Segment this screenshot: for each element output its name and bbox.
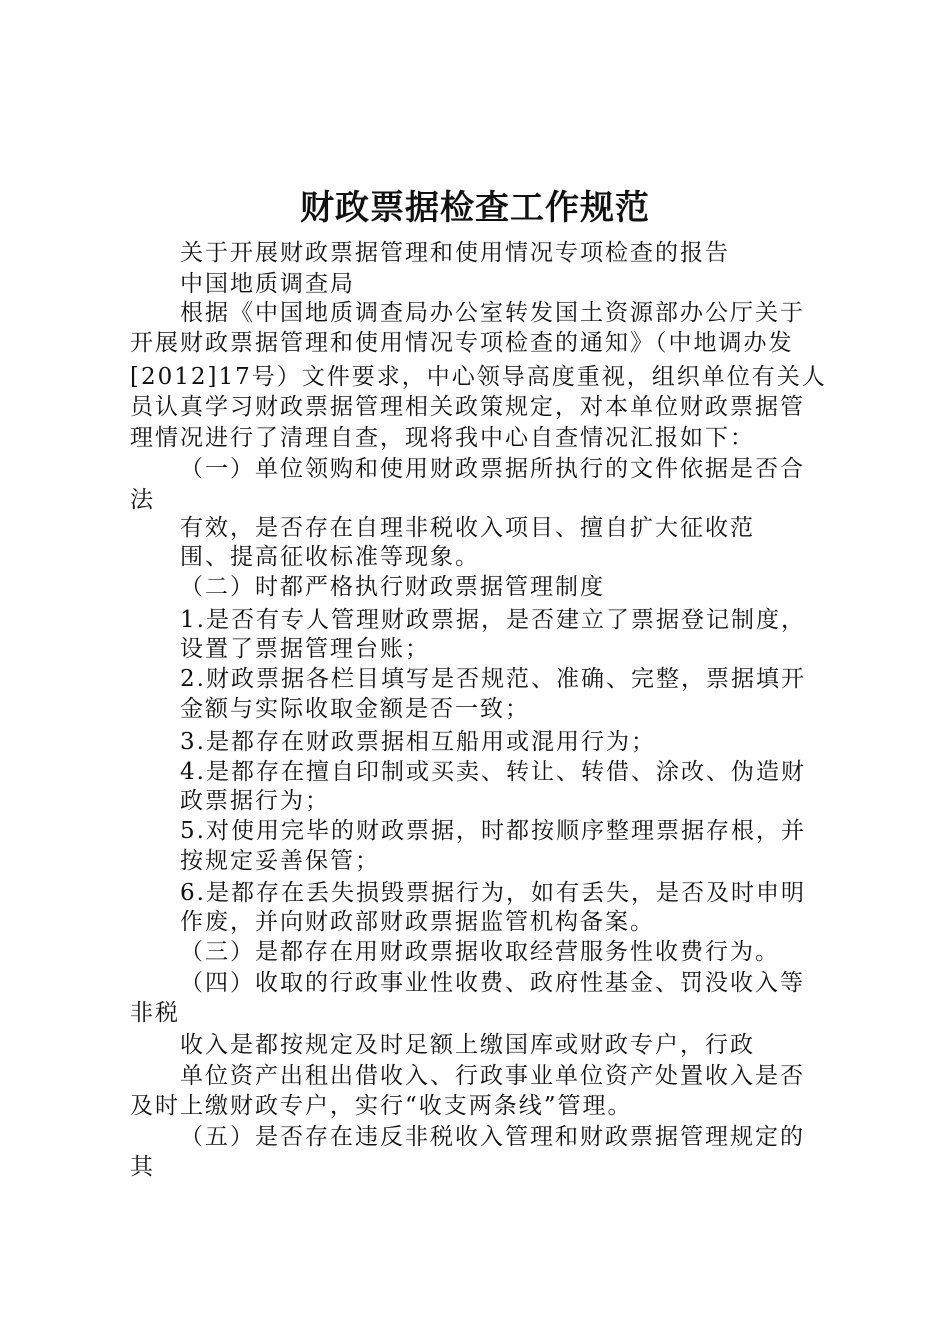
text-line: 有效，是否存在自理非税收入项目、擅自扩大征收范 [180,515,755,541]
text-line: 员认真学习财政票据管理相关政策规定，对本单位财政票据管 [130,394,805,420]
list-item: 3.是都存在财政票据相互船用或混用行为； [180,729,656,755]
text-line: 围、提高征收标准等现象。 [180,544,480,570]
section-heading: （一）单位领购和使用财政票据所执行的文件依据是否合 [180,456,805,482]
text-line: 设置了票据管理台账； [180,636,430,662]
text-line: 开展财政票据管理和使用情况专项检查的通知》（中地调办发 [130,330,794,356]
section-heading: （五）是否存在违反非税收入管理和财政票据管理规定的 [180,1124,805,1150]
text-line: 理情况进行了清理自查，现将我中心自查情况汇报如下： [130,425,755,451]
text-line: 法 [130,487,155,513]
text-line: [2012]17号）文件要求，中心领导高度重视，组织单位有关人 [130,364,827,390]
text-line: 单位资产出租出借收入、行政事业单位资产处置收入是否 [180,1063,805,1089]
text-line: 作废，并向财政部财政票据监管机构备案。 [180,909,655,935]
section-heading: （三）是都存在用财政票据收取经营服务性收费行为。 [180,939,780,965]
text-line: 根据《中国地质调查局办公室转发国土资源部办公厅关于 [180,300,805,326]
list-item: 6.是都存在丢失损毁票据行为，如有丢失，是否及时申明 [180,880,806,906]
text-line: 收入是都按规定及时足额上缴国库或财政专户，行政 [180,1032,755,1058]
text-line: 金额与实际收取金额是否一致； [180,696,530,722]
list-item: 1.是否有专人管理财政票据，是否建立了票据登记制度， [180,607,806,633]
text-line: 非税 [130,1000,180,1026]
text-line: 按规定妥善保管； [180,848,380,874]
list-item: 5.对使用完毕的财政票据，时都按顺序整理票据存根，并 [180,818,806,844]
section-heading: （二）时都严格执行财政票据管理制度 [180,574,605,600]
list-item: 2.财政票据各栏目填写是否规范、准确、完整，票据填开 [180,666,806,692]
text-line: 关于开展财政票据管理和使用情况专项检查的报告 [180,240,730,266]
text-line: 及时上缴财政专户，实行“收支两条线”管理。 [130,1093,633,1119]
text-line: 中国地质调查局 [180,271,355,297]
section-heading: （四）收取的行政事业性收费、政府性基金、罚没收入等 [180,970,805,996]
text-line: 政票据行为； [180,788,330,814]
text-line: 其 [130,1154,155,1180]
list-item: 4.是都存在擅自印制或买卖、转让、转借、涂改、伪造财 [180,759,806,785]
document-title: 财政票据检查工作规范 [300,188,650,228]
